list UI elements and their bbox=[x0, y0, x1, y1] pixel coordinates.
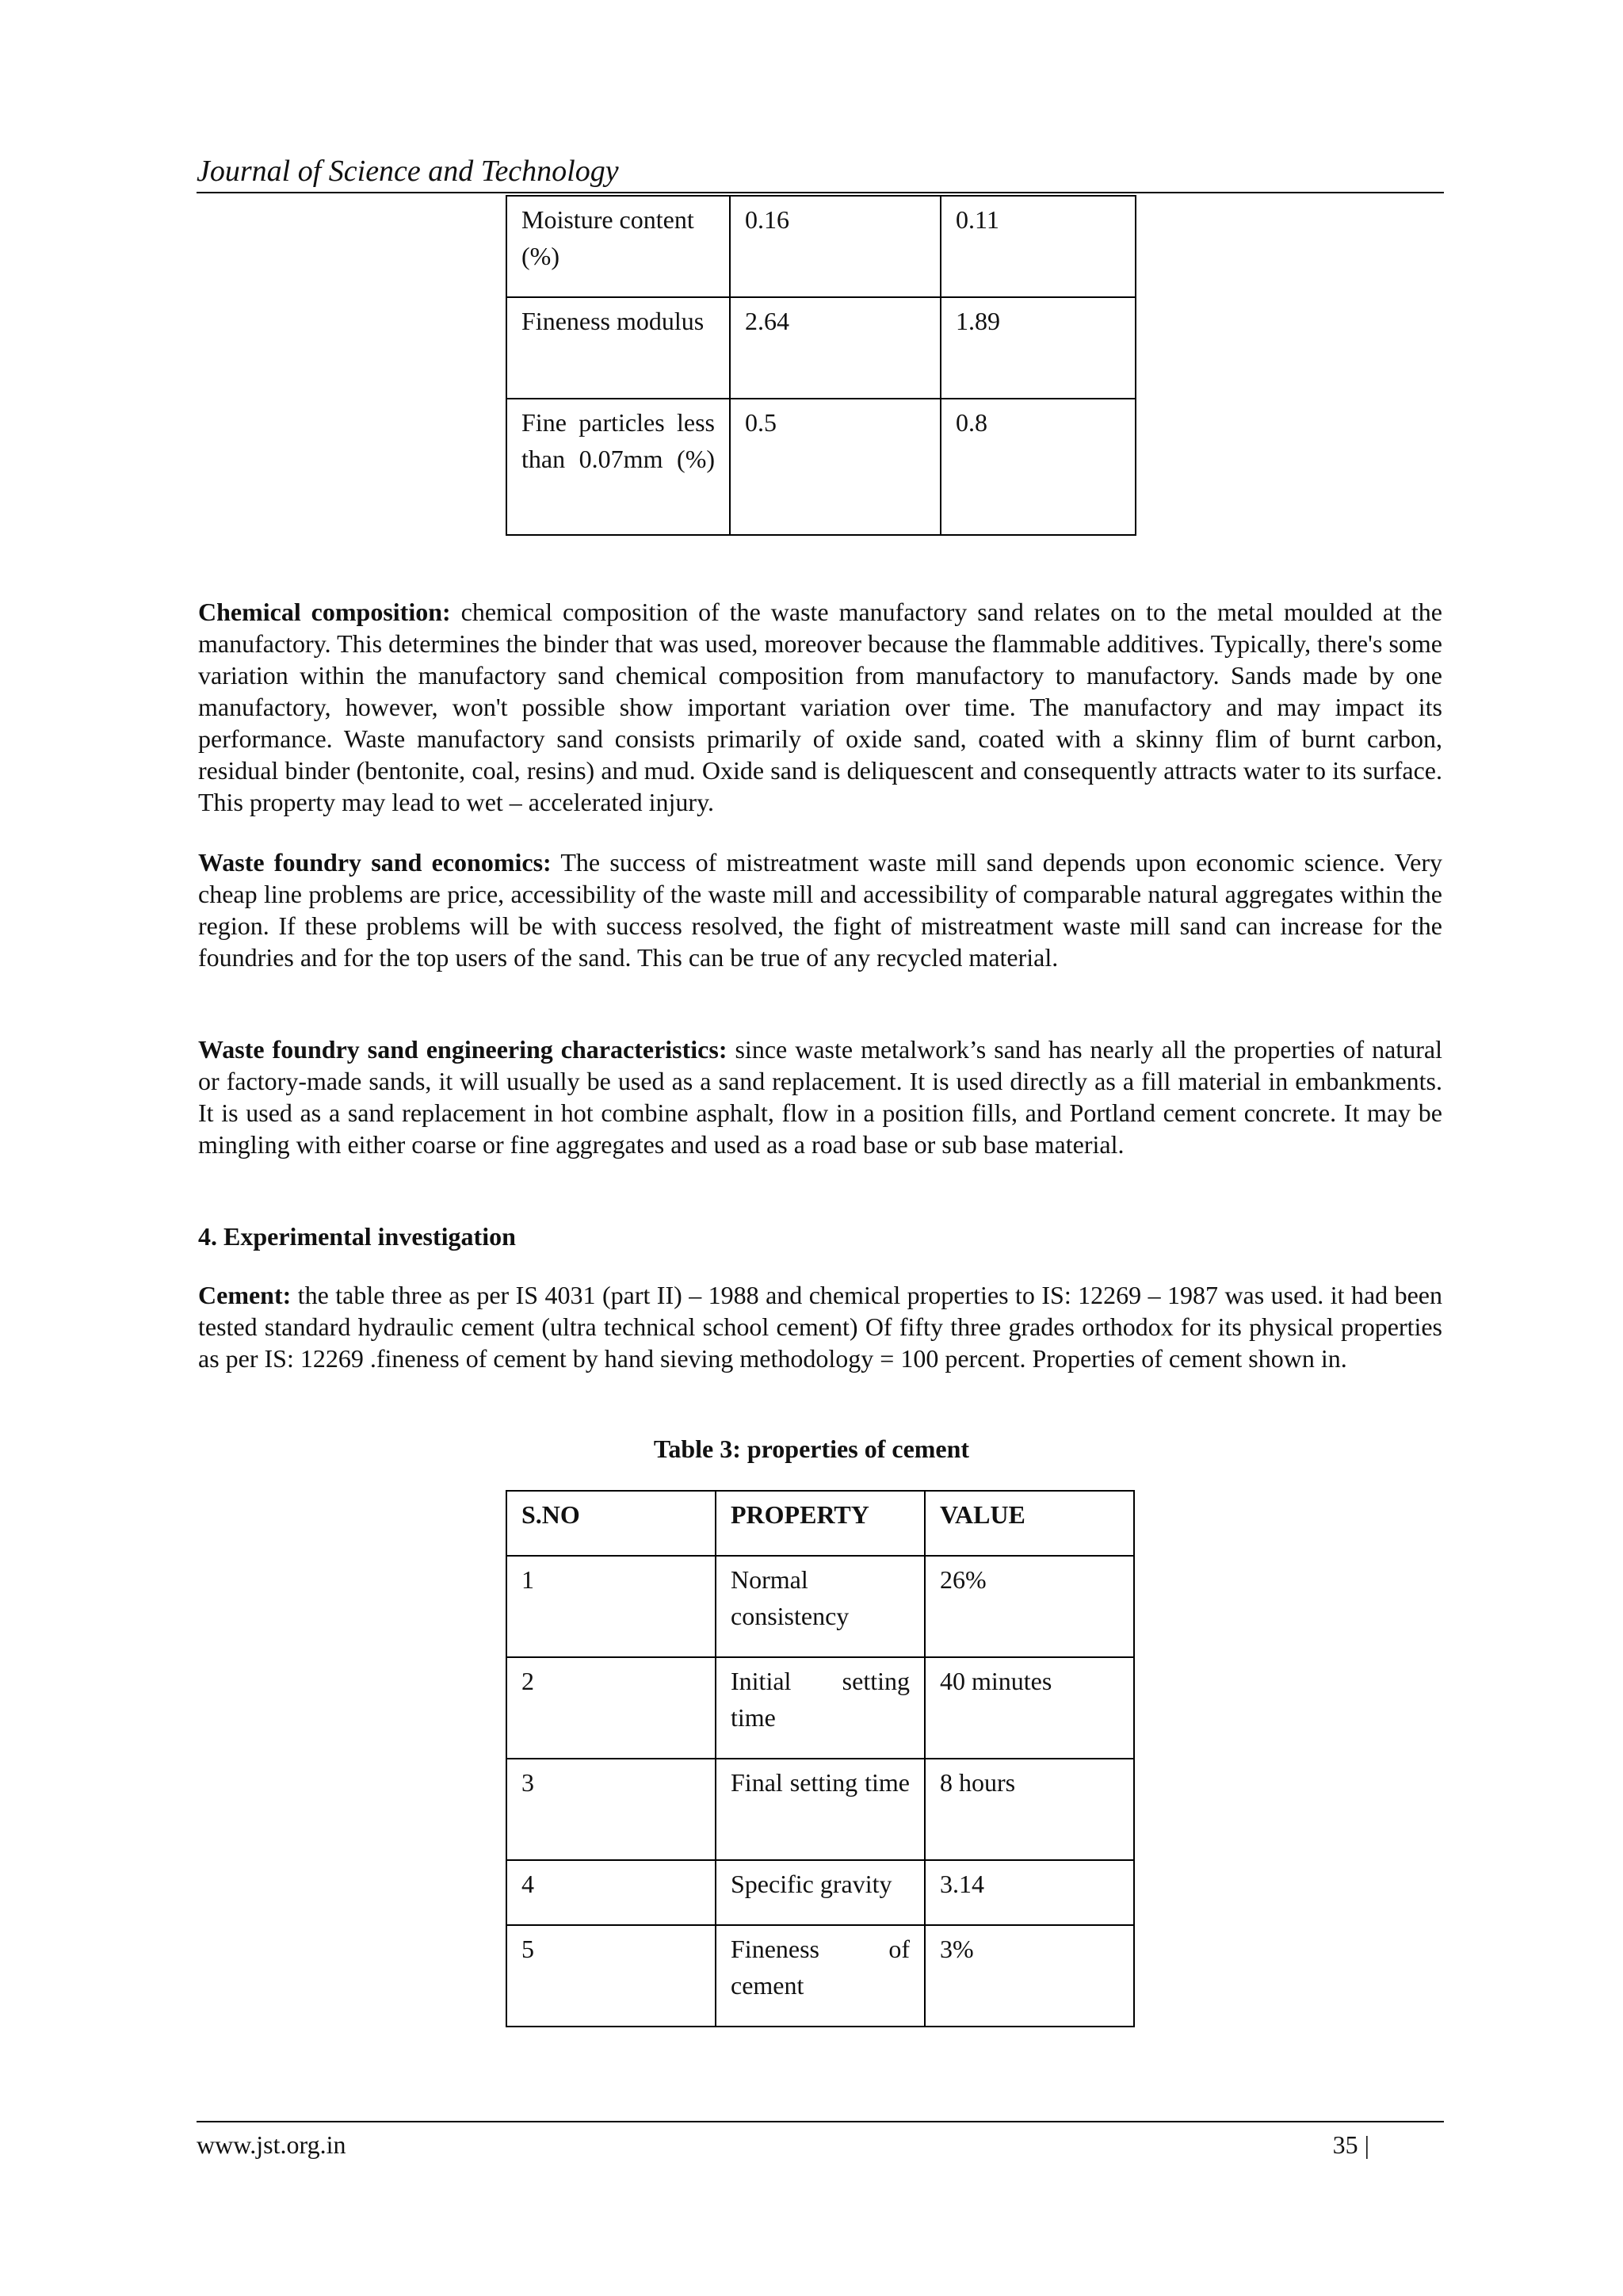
table-row bbox=[506, 196, 1136, 297]
section-title: 4. Experimental investigation bbox=[198, 1222, 516, 1251]
value-cell: 0.5 bbox=[730, 399, 941, 535]
paragraph-text: The success of mistreatment waste mill sand depends upon economic science. Very cheap line problems are price, accessibility of the waste mill and accessibility of comparable natural aggregates within the region. If these problems will be with success resolved, the fight of mistreatment waste mill sand can increase for the foundries and for the top users of the sand. This can be true of any recycled material. bbox=[198, 848, 1442, 972]
header-cell: VALUE bbox=[925, 1491, 1134, 1556]
paragraph-text: the table three as per IS 4031 (part II) – 1988 and chemical properties to IS: 12269 – 1987 was used. it had been tested standard hydraulic cement (ultra technical school cement) Of fifty three grades orthodox for its physical properties as per IS: 12269 .fineness of cement by hand sieving methodology = 100 percent. Properties of cement shown in. bbox=[198, 1281, 1442, 1373]
sno-cell: 5 bbox=[506, 1925, 716, 2027]
value-cell: 2.64 bbox=[730, 297, 941, 399]
sand-properties-table bbox=[506, 195, 1136, 536]
property-cell: Initial setting time bbox=[716, 1657, 925, 1759]
property-cell: Final setting time bbox=[716, 1759, 925, 1860]
property-cell: Normal consistency bbox=[716, 1556, 925, 1657]
running-header bbox=[197, 152, 1444, 193]
table-row bbox=[506, 1925, 1134, 2027]
value-cell: 3% bbox=[925, 1925, 1134, 2027]
property-cell: Fine particles less than 0.07mm (%) bbox=[506, 399, 730, 535]
paragraph-text: since waste metalwork’s sand has nearly all the properties of natural or factory-made sands, it will usually be used as a sand replacement. It is used directly as a fill material in embankments. It is used as a sand replacement in hot combine asphalt, flow in a position fills, and Portland cement concrete. It may be mingling with either coarse or fine aggregates and used as a road base or sub base material. bbox=[198, 1035, 1443, 1159]
paragraph-heading: Cement: bbox=[198, 1281, 292, 1309]
economics-paragraph bbox=[198, 846, 1442, 973]
cement-paragraph bbox=[198, 1279, 1442, 1374]
value-cell: 0.8 bbox=[941, 399, 1136, 535]
header-cell: S.NO bbox=[506, 1491, 716, 1556]
table-row bbox=[506, 297, 1136, 399]
sno-cell: 2 bbox=[506, 1657, 716, 1759]
property-cell: Fineness modulus bbox=[506, 297, 730, 399]
value-cell: 0.16 bbox=[730, 196, 941, 297]
table-row bbox=[506, 1759, 1134, 1860]
table-row bbox=[506, 399, 1136, 535]
value-cell: 3.14 bbox=[925, 1860, 1134, 1925]
table-caption: Table 3: properties of cement bbox=[653, 1435, 970, 1463]
engineering-paragraph bbox=[198, 1033, 1442, 1160]
table-row bbox=[506, 1556, 1134, 1657]
page-number: 35 | bbox=[1332, 2130, 1369, 2159]
value-cell: 1.89 bbox=[941, 297, 1136, 399]
value-cell: 0.11 bbox=[941, 196, 1136, 297]
value-cell: 40 minutes bbox=[925, 1657, 1134, 1759]
property-cell: Fineness of cement bbox=[716, 1925, 925, 2027]
value-cell: 8 hours bbox=[925, 1759, 1134, 1860]
value-cell: 26% bbox=[925, 1556, 1134, 1657]
footer-divider bbox=[197, 2121, 1444, 2122]
cement-properties-table bbox=[506, 1490, 1135, 2027]
property-cell: Specific gravity bbox=[716, 1860, 925, 1925]
chemical-composition-paragraph bbox=[198, 596, 1442, 818]
footer-website[interactable]: www.jst.org.in bbox=[197, 2130, 346, 2159]
journal-title: Journal of Science and Technology bbox=[197, 155, 619, 188]
sno-cell: 4 bbox=[506, 1860, 716, 1925]
sno-cell: 1 bbox=[506, 1556, 716, 1657]
table-row bbox=[506, 1860, 1134, 1925]
header-cell: PROPERTY bbox=[716, 1491, 925, 1556]
sno-cell: 3 bbox=[506, 1759, 716, 1860]
paragraph-text: chemical composition of the waste manufactory sand relates on to the metal moulded at the manufactory. This determines the binder that was used, moreover because the flammable additives. Typically, there's some variation within the manufactory sand chemical composition from manufactory to manufactory. Sands made by one manufactory, however, won't possible show important variation over time. The manufactory and may impact its performance. Waste manufactory sand consists primarily of oxide sand, coated with a skinny flim of burnt carbon, residual binder (bentonite, coal, resins) and mud. Oxide sand is deliquescent and consequently attracts water to its surface. This property may lead to wet – accelerated injury. bbox=[198, 598, 1443, 816]
paragraph-heading: Chemical composition: bbox=[198, 598, 451, 626]
property-cell: Moisture content (%) bbox=[506, 196, 730, 297]
paragraph-heading: Waste foundry sand economics: bbox=[198, 848, 552, 877]
table-row bbox=[506, 1657, 1134, 1759]
table-header-row bbox=[506, 1491, 1134, 1556]
paragraph-heading: Waste foundry sand engineering characteristics: bbox=[198, 1035, 727, 1064]
